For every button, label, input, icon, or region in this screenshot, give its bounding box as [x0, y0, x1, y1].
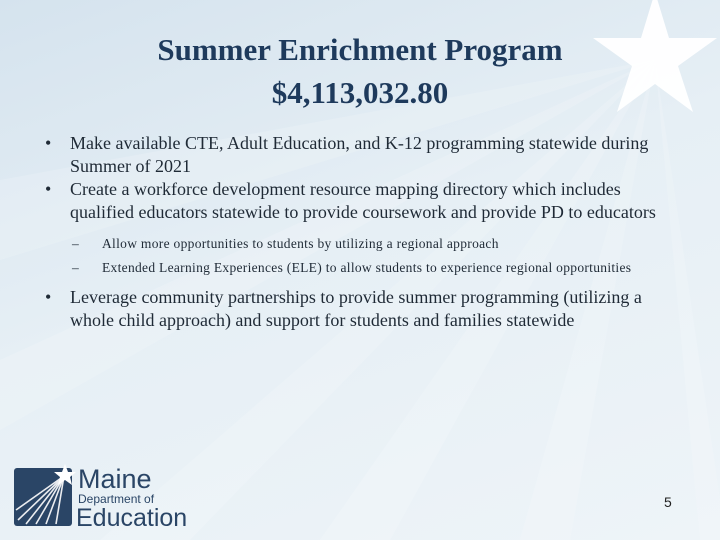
bullet-item [40, 178, 670, 224]
maine-doe-logo [12, 462, 197, 530]
page-number: 5 [664, 494, 672, 510]
slide-body [40, 132, 670, 332]
sub-bullet-marker: – [72, 260, 80, 275]
bullet-marker: • [45, 179, 52, 199]
logo-maine: Maine [78, 464, 152, 494]
sub-bullet-text: Allow more opportunities to students by utilizing a regional approach [102, 236, 499, 251]
bullet-text: Create a workforce development resource mapping directory which includes qualified educators statewide to provide coursework and provide PD to educators [70, 179, 656, 222]
maine-doe-logo-icon [12, 462, 78, 528]
bullet-item [40, 286, 670, 332]
bullet-text: Leverage community partnerships to provide summer programming (utilizing a whole child approach) and support for students and families statewide [70, 287, 642, 330]
bullet-marker: • [45, 287, 52, 307]
title-line-1: Summer Enrichment Program [157, 32, 563, 67]
title-amount: $4,113,032.80 [271, 75, 449, 110]
slide-title [60, 28, 660, 114]
sub-bullet-marker: – [72, 236, 80, 251]
sub-bullet-text: Extended Learning Experiences (ELE) to allow students to experience regional opportunities [102, 260, 632, 275]
bullet-item [40, 132, 670, 178]
bullet-marker: • [45, 133, 52, 153]
logo-department: Department of [78, 492, 155, 506]
sub-bullet-item [40, 258, 670, 278]
logo-education: Education [76, 504, 188, 532]
sub-bullet-item [40, 234, 670, 254]
bullet-text: Make available CTE, Adult Education, and K-12 programming statewide during Summer of 2021 [70, 133, 649, 176]
